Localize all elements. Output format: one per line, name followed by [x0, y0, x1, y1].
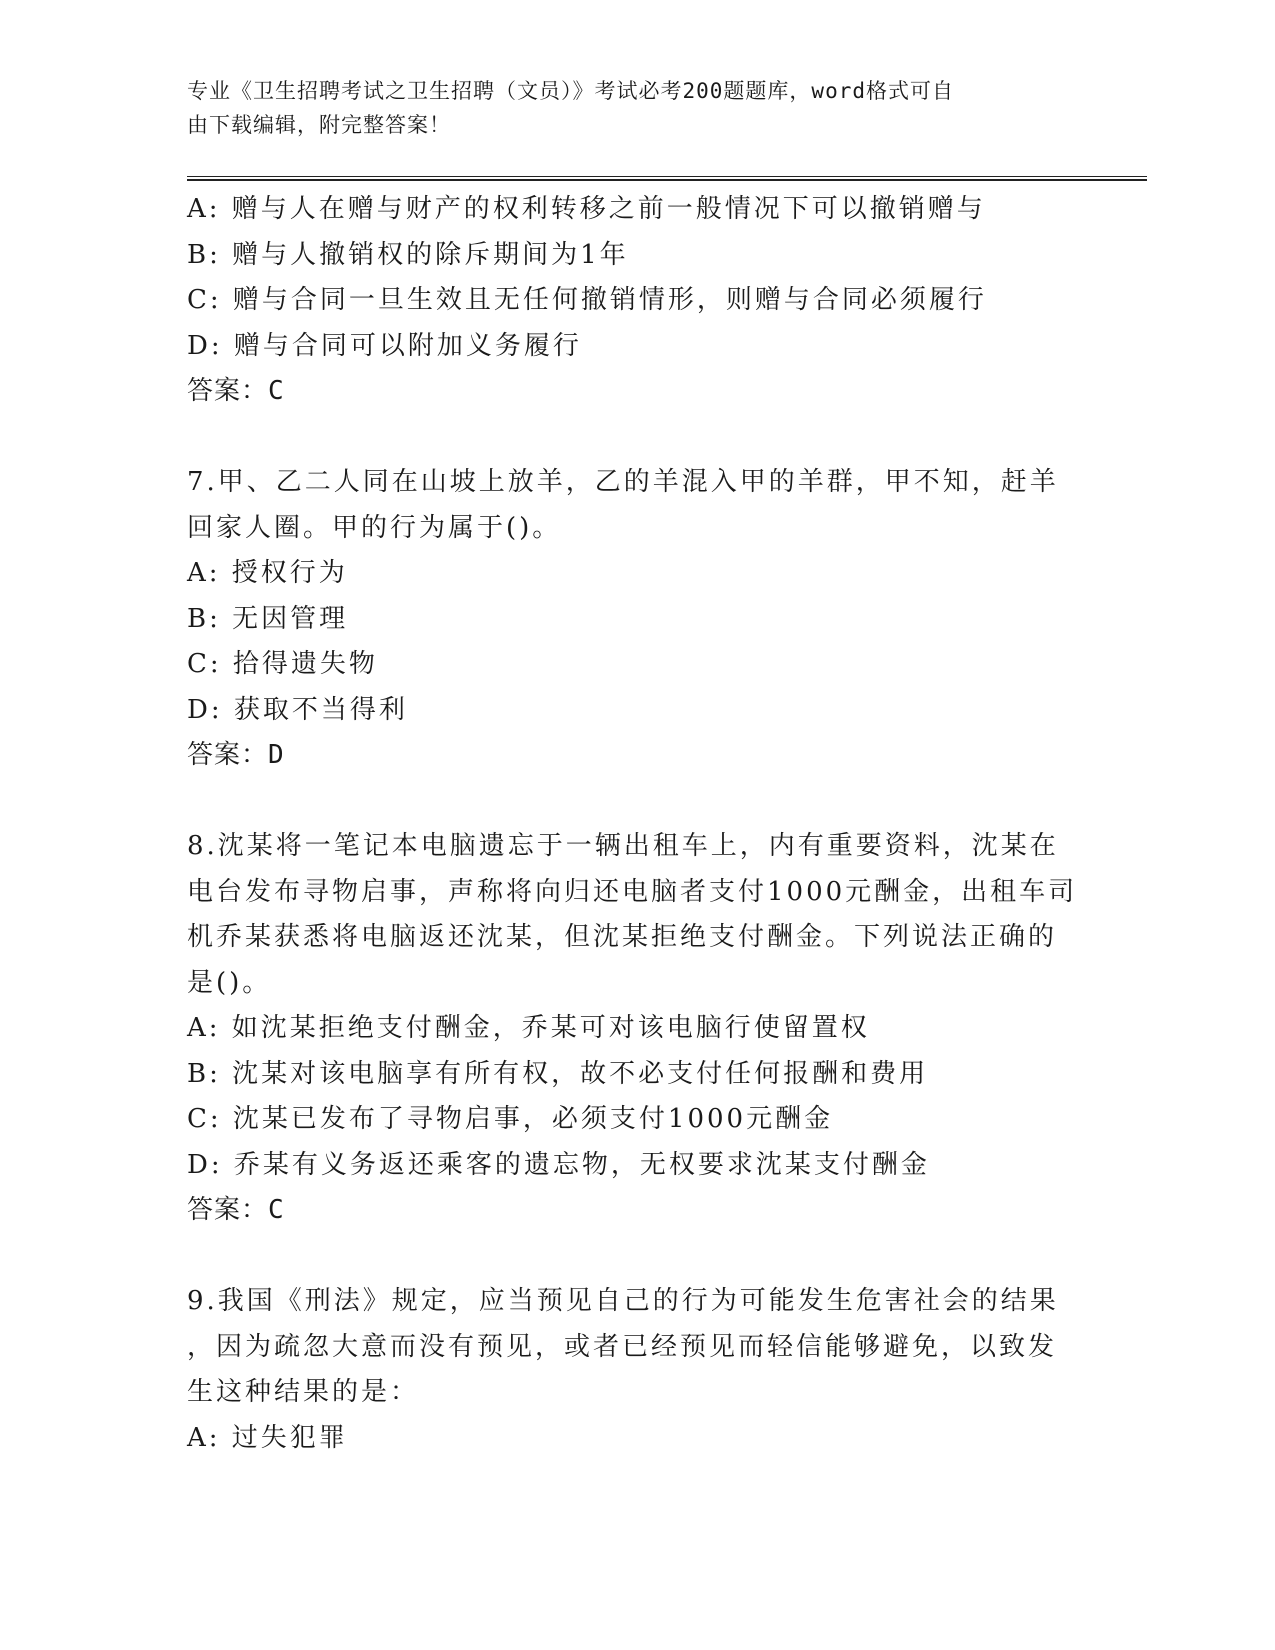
- option-b: B: 赠与人撤销权的除斥期间为1年: [187, 239, 629, 270]
- header-line-2: 由下载编辑，附完整答案！: [187, 113, 451, 137]
- question-stem-line: 机乔某获悉将电脑返还沈某，但沈某拒绝支付酬金。下列说法正确的: [187, 922, 1058, 952]
- question-stem-line: 是()。: [187, 967, 272, 998]
- question-8: [187, 824, 1087, 1234]
- header-line-1: 专业《卫生招聘考试之卫生招聘（文员）》考试必考200题题库，word格式可自: [187, 79, 954, 103]
- question-stem-line: 8.沈某将一笔记本电脑遗忘于一辆出租车上，内有重要资料，沈某在: [187, 831, 1059, 861]
- question-stem-line: 回家人圈。甲的行为属于()。: [187, 512, 562, 543]
- option-c: C: 赠与合同一旦生效且无任何撤销情形，则赠与合同必须履行: [187, 285, 987, 315]
- option-a: A: 过失犯罪: [187, 1422, 348, 1453]
- option-d: D: 获取不当得利: [187, 694, 408, 725]
- answer: 答案：D: [187, 740, 285, 770]
- question-7: [187, 460, 1087, 779]
- question-stem-line: 电台发布寻物启事，声称将向归还电脑者支付1000元酬金，出租车司: [187, 876, 1078, 907]
- spacer: [187, 779, 1087, 825]
- header-divider: [187, 176, 1147, 181]
- question-list: [187, 187, 1087, 1461]
- option-a: A: 赠与人在赠与财产的权利转移之前一般情况下可以撤销赠与: [187, 194, 986, 224]
- option-c: C: 拾得遗失物: [187, 649, 378, 679]
- question-stem-line: 生这种结果的是：: [187, 1377, 420, 1407]
- spacer: [187, 415, 1087, 461]
- option-a: A: 如沈某拒绝支付酬金，乔某可对该电脑行使留置权: [187, 1013, 870, 1043]
- answer: 答案：C: [187, 1195, 285, 1225]
- question-9: [187, 1279, 1087, 1461]
- option-a: A: 授权行为: [187, 558, 348, 588]
- question-stem-line: ，因为疏忽大意而没有预见，或者已经预见而轻信能够避免，以致发: [187, 1331, 1058, 1362]
- option-d: D: 乔某有义务返还乘客的遗忘物，无权要求沈某支付酬金: [187, 1149, 930, 1180]
- option-b: B: 沈某对该电脑享有所有权，故不必支付任何报酬和费用: [187, 1058, 929, 1089]
- option-d: D: 赠与合同可以附加义务履行: [187, 330, 582, 361]
- option-c: C: 沈某已发布了寻物启事，必须支付1000元酬金: [187, 1104, 834, 1134]
- document-header: [187, 74, 1067, 142]
- question-stem-line: 7.甲、乙二人同在山坡上放羊，乙的羊混入甲的羊群，甲不知，赶羊: [187, 467, 1059, 497]
- answer: 答案：C: [187, 376, 285, 406]
- question-stem-line: 9.我国《刑法》规定，应当预见自己的行为可能发生危害社会的结果: [187, 1286, 1059, 1316]
- question-6: [187, 187, 1087, 415]
- spacer: [187, 1234, 1087, 1280]
- option-b: B: 无因管理: [187, 603, 349, 634]
